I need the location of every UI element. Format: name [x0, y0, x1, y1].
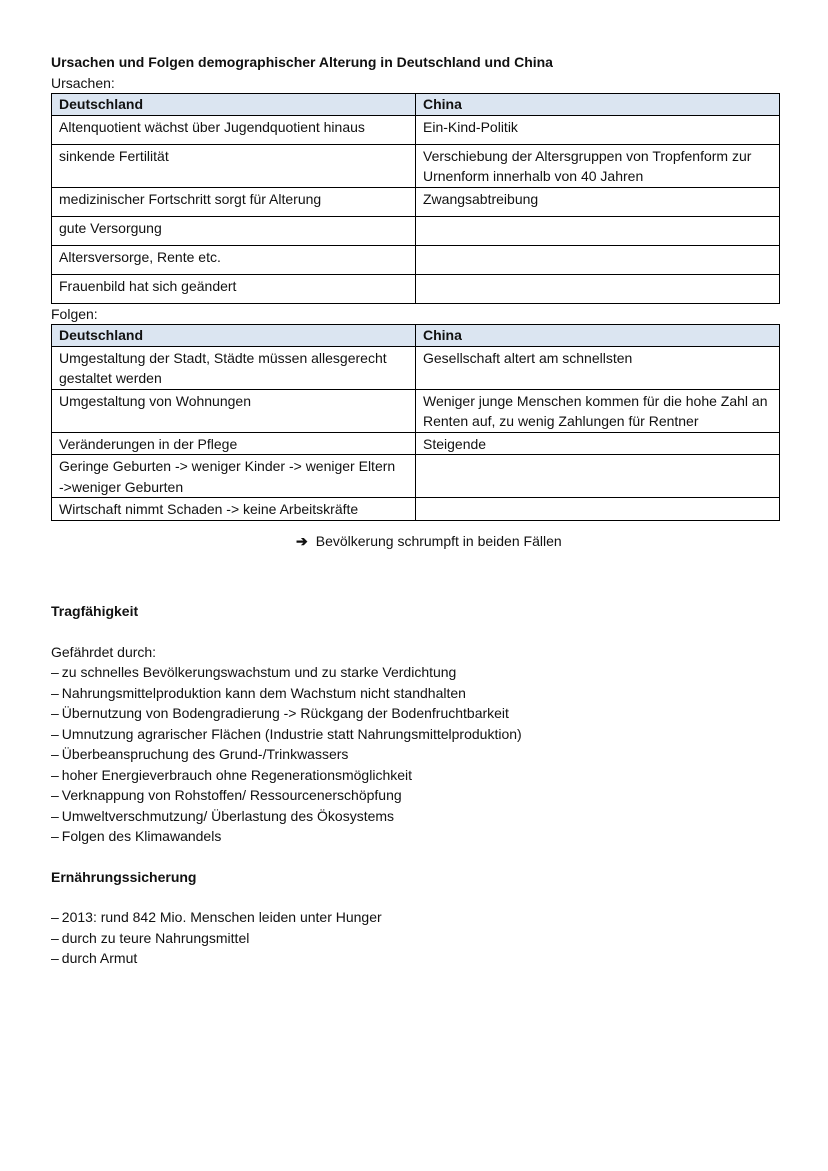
list-item: – durch Armut: [51, 950, 138, 966]
table-cell: Altersversorge, Rente etc.: [52, 245, 416, 274]
table-cell: Steigende: [416, 432, 780, 455]
table-cell: Ein-Kind-Politik: [416, 115, 780, 144]
table-cell: Gesellschaft altert am schnellsten: [416, 346, 780, 389]
ernaehrung-heading: Ernährungssicherung: [51, 868, 197, 885]
table-cell: [416, 455, 780, 498]
table-cell: Frauenbild hat sich geändert: [52, 274, 416, 303]
document-page: [51, 52, 779, 969]
list-item: – Folgen des Klimawandels: [51, 828, 222, 844]
column-header-china: China: [416, 94, 780, 116]
table-row: [52, 274, 780, 303]
table-row: [52, 498, 780, 521]
list-item: – Umweltverschmutzung/ Überlastung des Ökosystems: [51, 807, 395, 824]
ursachen-label: Ursachen:: [51, 74, 115, 91]
list-item: – hoher Energieverbrauch ohne Regenerationsmöglichkeit: [51, 766, 413, 783]
list-item: – Nahrungsmittelproduktion kann dem Wachstum nicht standhalten: [51, 684, 466, 701]
table-cell: [416, 274, 780, 303]
table-cell: Veränderungen in der Pflege: [52, 432, 416, 455]
list-item: – 2013: rund 842 Mio. Menschen leiden unter Hunger: [51, 909, 382, 925]
table-cell: Umgestaltung der Stadt, Städte müssen allesgerecht gestaltet werden: [52, 346, 416, 389]
table-cell: Umgestaltung von Wohnungen: [52, 389, 416, 432]
table-row: [52, 432, 780, 455]
table-cell: Geringe Geburten -> weniger Kinder -> weniger Eltern ->weniger Geburten: [52, 455, 416, 498]
document-title: Ursachen und Folgen demographischer Alterung in Deutschland und China: [51, 54, 553, 70]
table-row: [52, 389, 780, 432]
table-cell: Weniger junge Menschen kommen für die hohe Zahl an Renten auf, zu wenig Zahlungen für Rentner: [416, 389, 780, 432]
column-header-china: China: [416, 325, 780, 347]
table-row: [52, 245, 780, 274]
tragfaehigkeit-list: [51, 662, 779, 847]
ernaehrung-list: [51, 907, 779, 969]
table-header-row: [52, 325, 780, 347]
table-row: [52, 346, 780, 389]
column-header-deutschland: Deutschland: [52, 94, 416, 116]
list-item: – Übernutzung von Bodengradierung -> Rückgang der Bodenfruchtbarkeit: [51, 705, 509, 721]
table-cell: Altenquotient wächst über Jugendquotient hinaus: [52, 115, 416, 144]
list-item: – Verknappung von Rohstoffen/ Ressourcenerschöpfung: [51, 787, 402, 803]
ursachen-table: [51, 93, 780, 304]
conclusion: [51, 531, 779, 552]
table-row: [52, 216, 780, 245]
table-row: [52, 115, 780, 144]
table-row: [52, 144, 780, 187]
table-cell: medizinischer Fortschritt sorgt für Alterung: [52, 187, 416, 216]
tragfaehigkeit-heading: Tragfähigkeit: [51, 603, 139, 619]
table-cell: [416, 498, 780, 521]
list-item: – Überbeanspruchung des Grund-/Trinkwassers: [51, 746, 349, 762]
table-row: [52, 455, 780, 498]
list-item: – zu schnelles Bevölkerungswachstum und zu starke Verdichtung: [51, 664, 457, 680]
table-cell: Zwangsabtreibung: [416, 187, 780, 216]
table-cell: Verschiebung der Altersgruppen von Tropfenform zur Urnenform innerhalb von 40 Jahren: [416, 144, 780, 187]
column-header-deutschland: Deutschland: [52, 325, 416, 347]
list-item: – durch zu teure Nahrungsmittel: [51, 929, 250, 946]
table-cell: Wirtschaft nimmt Schaden -> keine Arbeitskräfte: [52, 498, 416, 521]
table-cell: [416, 245, 780, 274]
folgen-label: Folgen:: [51, 305, 98, 322]
tragfaehigkeit-intro: Gefährdet durch:: [51, 643, 157, 660]
arrow-right-icon: ➔: [296, 532, 308, 549]
table-row: [52, 187, 780, 216]
table-cell: [416, 216, 780, 245]
folgen-table: [51, 324, 780, 521]
table-cell: gute Versorgung: [52, 216, 416, 245]
table-header-row: [52, 94, 780, 116]
conclusion-text: Bevölkerung schrumpft in beiden Fällen: [315, 532, 562, 549]
table-cell: sinkende Fertilität: [52, 144, 416, 187]
list-item: – Umnutzung agrarischer Flächen (Industrie statt Nahrungsmittelproduktion): [51, 725, 522, 742]
